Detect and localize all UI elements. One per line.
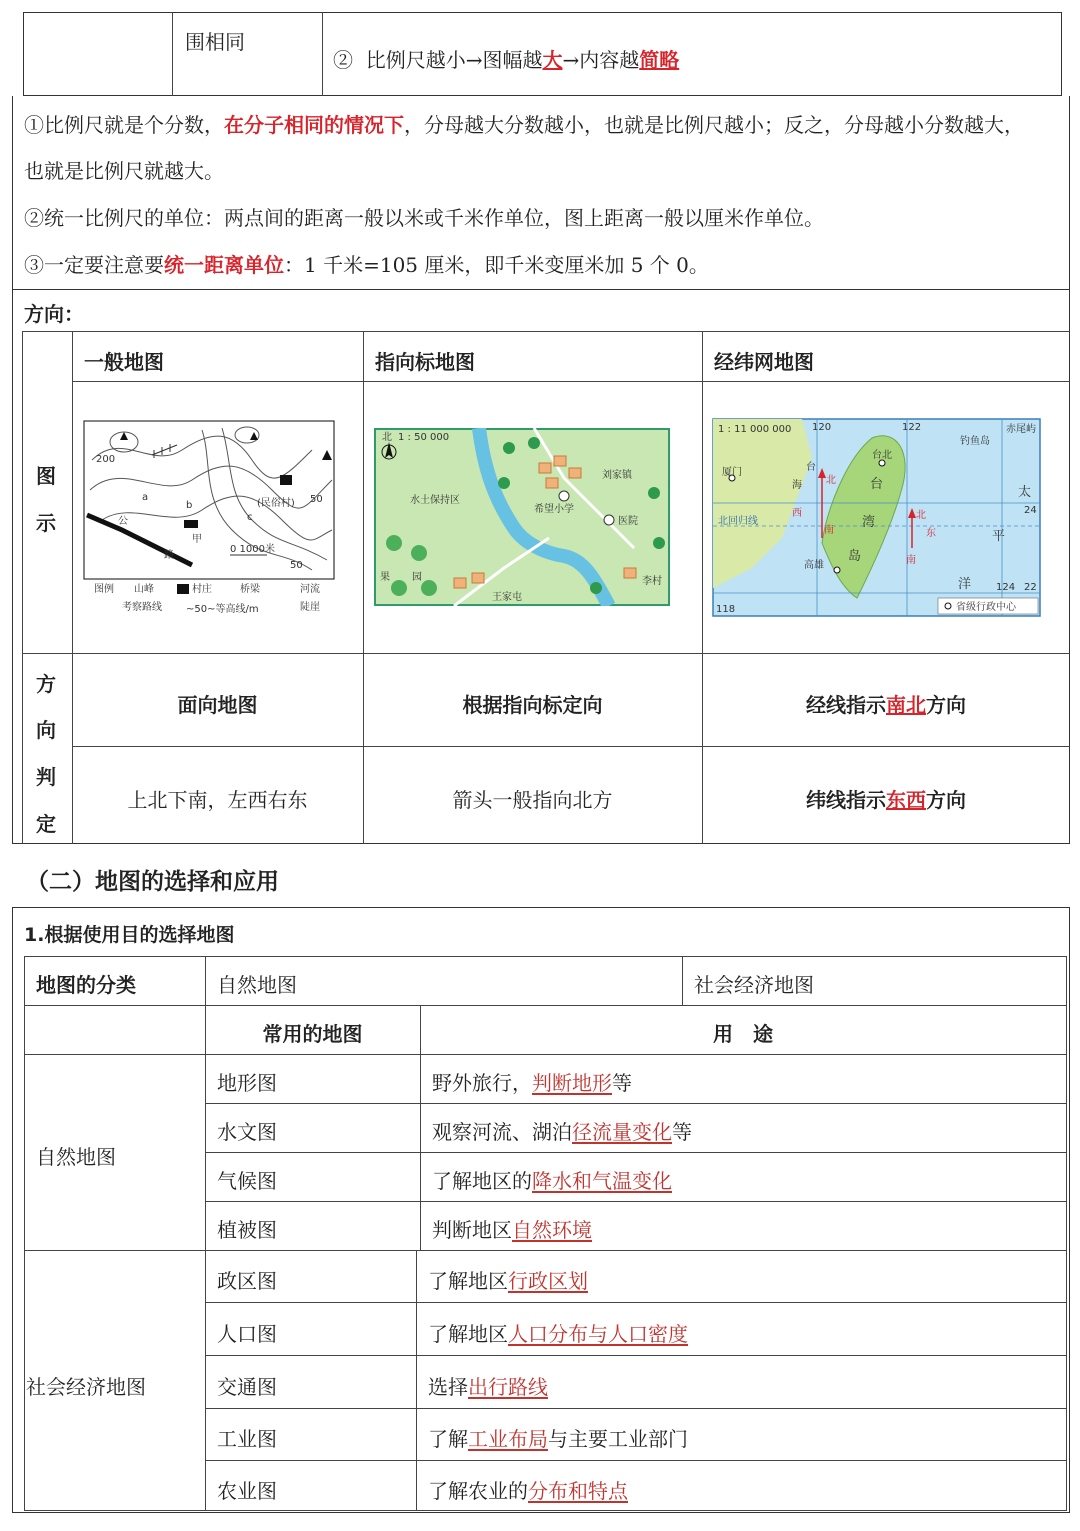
- rule-up-north: 上北下南，左西右东: [127, 788, 308, 812]
- row-use: 判断地区自然环境: [432, 1218, 592, 1242]
- map1-bridge: 桥梁: [240, 584, 260, 595]
- note-2: ②统一比例尺的单位：两点间的距离一般以米或千米作单位，图上距离一般以厘米作单位。: [24, 206, 824, 230]
- side-label-shi: 示: [36, 511, 56, 535]
- map1-lc: c: [247, 512, 253, 523]
- map3-xiamen: 厦门: [722, 467, 742, 478]
- side-label-pan: 判: [36, 765, 56, 789]
- row-name: 政区图: [217, 1269, 277, 1293]
- row-use: 了解地区的降水和气温变化: [432, 1169, 672, 1193]
- map3-strait-tai: 台: [806, 462, 816, 473]
- row-name: 工业图: [217, 1427, 277, 1451]
- group-natural: 自然地图: [36, 1145, 116, 1169]
- map1-jia: 甲: [192, 534, 202, 545]
- map2-orchard-a: 果: [380, 572, 390, 583]
- map1-road-lu: 路: [164, 550, 174, 561]
- map1-road-gong: 公: [118, 516, 128, 527]
- map1-river: 河流: [300, 584, 320, 595]
- map2-li: 李村: [642, 576, 662, 587]
- social-map-header: 社会经济地图: [694, 973, 814, 997]
- map1-la: a: [142, 492, 149, 503]
- side-label-ding: 定: [36, 812, 56, 836]
- map3-wan: 湾: [862, 515, 876, 530]
- map2-soil: 水土保持区: [410, 495, 460, 506]
- col-compass-map: 指向标地图: [375, 350, 475, 374]
- map2-orchard-b: 园: [412, 572, 422, 583]
- row-use: 了解农业的分布和特点: [428, 1479, 628, 1503]
- map1-h50a: 50: [310, 494, 323, 505]
- map3-diaoyu: 钓鱼岛: [960, 436, 990, 447]
- map1-cliff: 陡崖: [300, 602, 320, 613]
- row-name: 气候图: [217, 1169, 277, 1193]
- map3-lat22: 22: [1024, 582, 1037, 593]
- map3-lon120: 120: [812, 422, 832, 433]
- map-category-label: 地图的分类: [36, 973, 136, 997]
- map3-taiping-tai: 太: [1018, 485, 1032, 500]
- side-label-fang: 方: [36, 672, 56, 696]
- general-map-figure: [82, 420, 338, 620]
- map1-h200: 200: [96, 454, 116, 465]
- row-name: 水文图: [217, 1120, 277, 1144]
- map3-west: 西: [792, 508, 802, 519]
- map3-dao: 岛: [848, 549, 862, 564]
- map1-folk-village: (民俗村): [257, 498, 295, 509]
- row-use: 了解工业布局与主要工业部门: [428, 1427, 688, 1451]
- map2-north: 北: [382, 432, 392, 443]
- row-use: 野外旅行，判断地形等: [432, 1071, 632, 1095]
- row-use: 观察河流、湖泊径流量变化等: [432, 1120, 692, 1144]
- map1-route: 考察路线: [122, 602, 162, 613]
- map3-lon124: 124: [996, 582, 1016, 593]
- map3-lon118: 118: [716, 604, 736, 615]
- map3-strait-hai: 海: [792, 480, 802, 491]
- map3-south1: 南: [824, 525, 834, 536]
- compass-map-figure: [374, 428, 670, 606]
- direction-heading: 方向：: [24, 302, 84, 326]
- map2-school: 希望小学: [534, 504, 574, 515]
- note-3: ③一定要注意要统一距离单位：1 千米=105 厘米，即千米变厘米加 5 个 0。: [24, 253, 709, 277]
- map3-tai: 台: [870, 477, 884, 492]
- map1-lb: b: [186, 500, 193, 511]
- rule-meridian: 经线指示南北方向: [806, 693, 966, 717]
- common-maps-header: 常用的地图: [262, 1022, 363, 1046]
- row-name: 地形图: [217, 1071, 277, 1095]
- map3-gaoxiong: 高雄: [804, 560, 824, 571]
- map2-hospital: 医院: [618, 516, 638, 527]
- rule-parallel: 纬线指示东西方向: [806, 788, 966, 812]
- map3-taiping-yang: 洋: [958, 577, 972, 592]
- map3-chiwei: 赤尾屿: [1006, 424, 1036, 435]
- map3-taibei: 台北: [872, 450, 892, 461]
- use-header: 用 途: [713, 1022, 773, 1046]
- map3-taiping-ping: 平: [992, 529, 1006, 544]
- map3-scale: 1 : 11 000 000: [718, 424, 792, 435]
- map1-scale: 0 1000米: [230, 544, 275, 555]
- side-label-tu: 图: [36, 464, 56, 488]
- map3-south2: 南: [906, 555, 916, 566]
- row-name: 交通图: [217, 1375, 277, 1399]
- row-use: 选择出行路线: [428, 1375, 548, 1399]
- note-1: ①比例尺就是个分数，在分子相同的情况下，分母越大分数越小，也就是比例尺越小；反之，分母越小分数越大，: [24, 113, 1024, 137]
- map3-legend: 省级行政中心: [956, 602, 1016, 613]
- col-general-map: 一般地图: [84, 350, 164, 374]
- row-name: 人口图: [217, 1322, 277, 1346]
- rule-arrow-north: 箭头一般指向北方: [452, 788, 613, 812]
- map2-town: 刘家镇: [602, 470, 632, 481]
- row-use: 了解地区人口分布与人口密度: [428, 1322, 688, 1346]
- col-grid-map: 经纬网地图: [714, 350, 814, 374]
- map2-wang: 王家屯: [492, 592, 522, 603]
- map1-h50b: 50: [290, 560, 303, 571]
- map1-contour: ~50~等高线/m: [186, 604, 259, 615]
- rule-face-map: 面向地图: [177, 693, 258, 717]
- natural-map-header: 自然地图: [217, 973, 297, 997]
- row-use: 了解地区行政区划: [428, 1269, 588, 1293]
- map3-north1: 北: [826, 475, 836, 486]
- map3-lat-label: 北回归线: [718, 516, 758, 527]
- map3-lat24: 24: [1024, 505, 1037, 516]
- row-name: 植被图: [217, 1218, 277, 1242]
- map1-peak: 山峰: [134, 584, 154, 595]
- map2-scale: 1 : 50 000: [398, 432, 450, 443]
- scale-item-2: ② 比例尺越小→图幅越大→内容越简略: [333, 48, 680, 72]
- section2-title: （二）地图的选择和应用: [26, 869, 279, 895]
- map3-north2: 北: [916, 510, 926, 521]
- note-1-cont: 也就是比例尺就越大。: [24, 159, 224, 183]
- section2-subtitle: 1.根据使用目的选择地图: [24, 924, 235, 946]
- map3-east: 东: [926, 528, 936, 539]
- grid-map-figure: [712, 418, 1042, 618]
- map1-legend-title: 图例: [94, 584, 114, 595]
- top-left-cell-text: 围相同: [185, 30, 245, 54]
- rule-compass: 根据指向标定向: [462, 693, 603, 717]
- group-social: 社会经济地图: [26, 1375, 146, 1399]
- side-label-xiang: 向: [36, 718, 56, 742]
- map1-village: 村庄: [192, 584, 212, 595]
- map3-lon122: 122: [902, 422, 922, 433]
- row-name: 农业图: [217, 1479, 277, 1503]
